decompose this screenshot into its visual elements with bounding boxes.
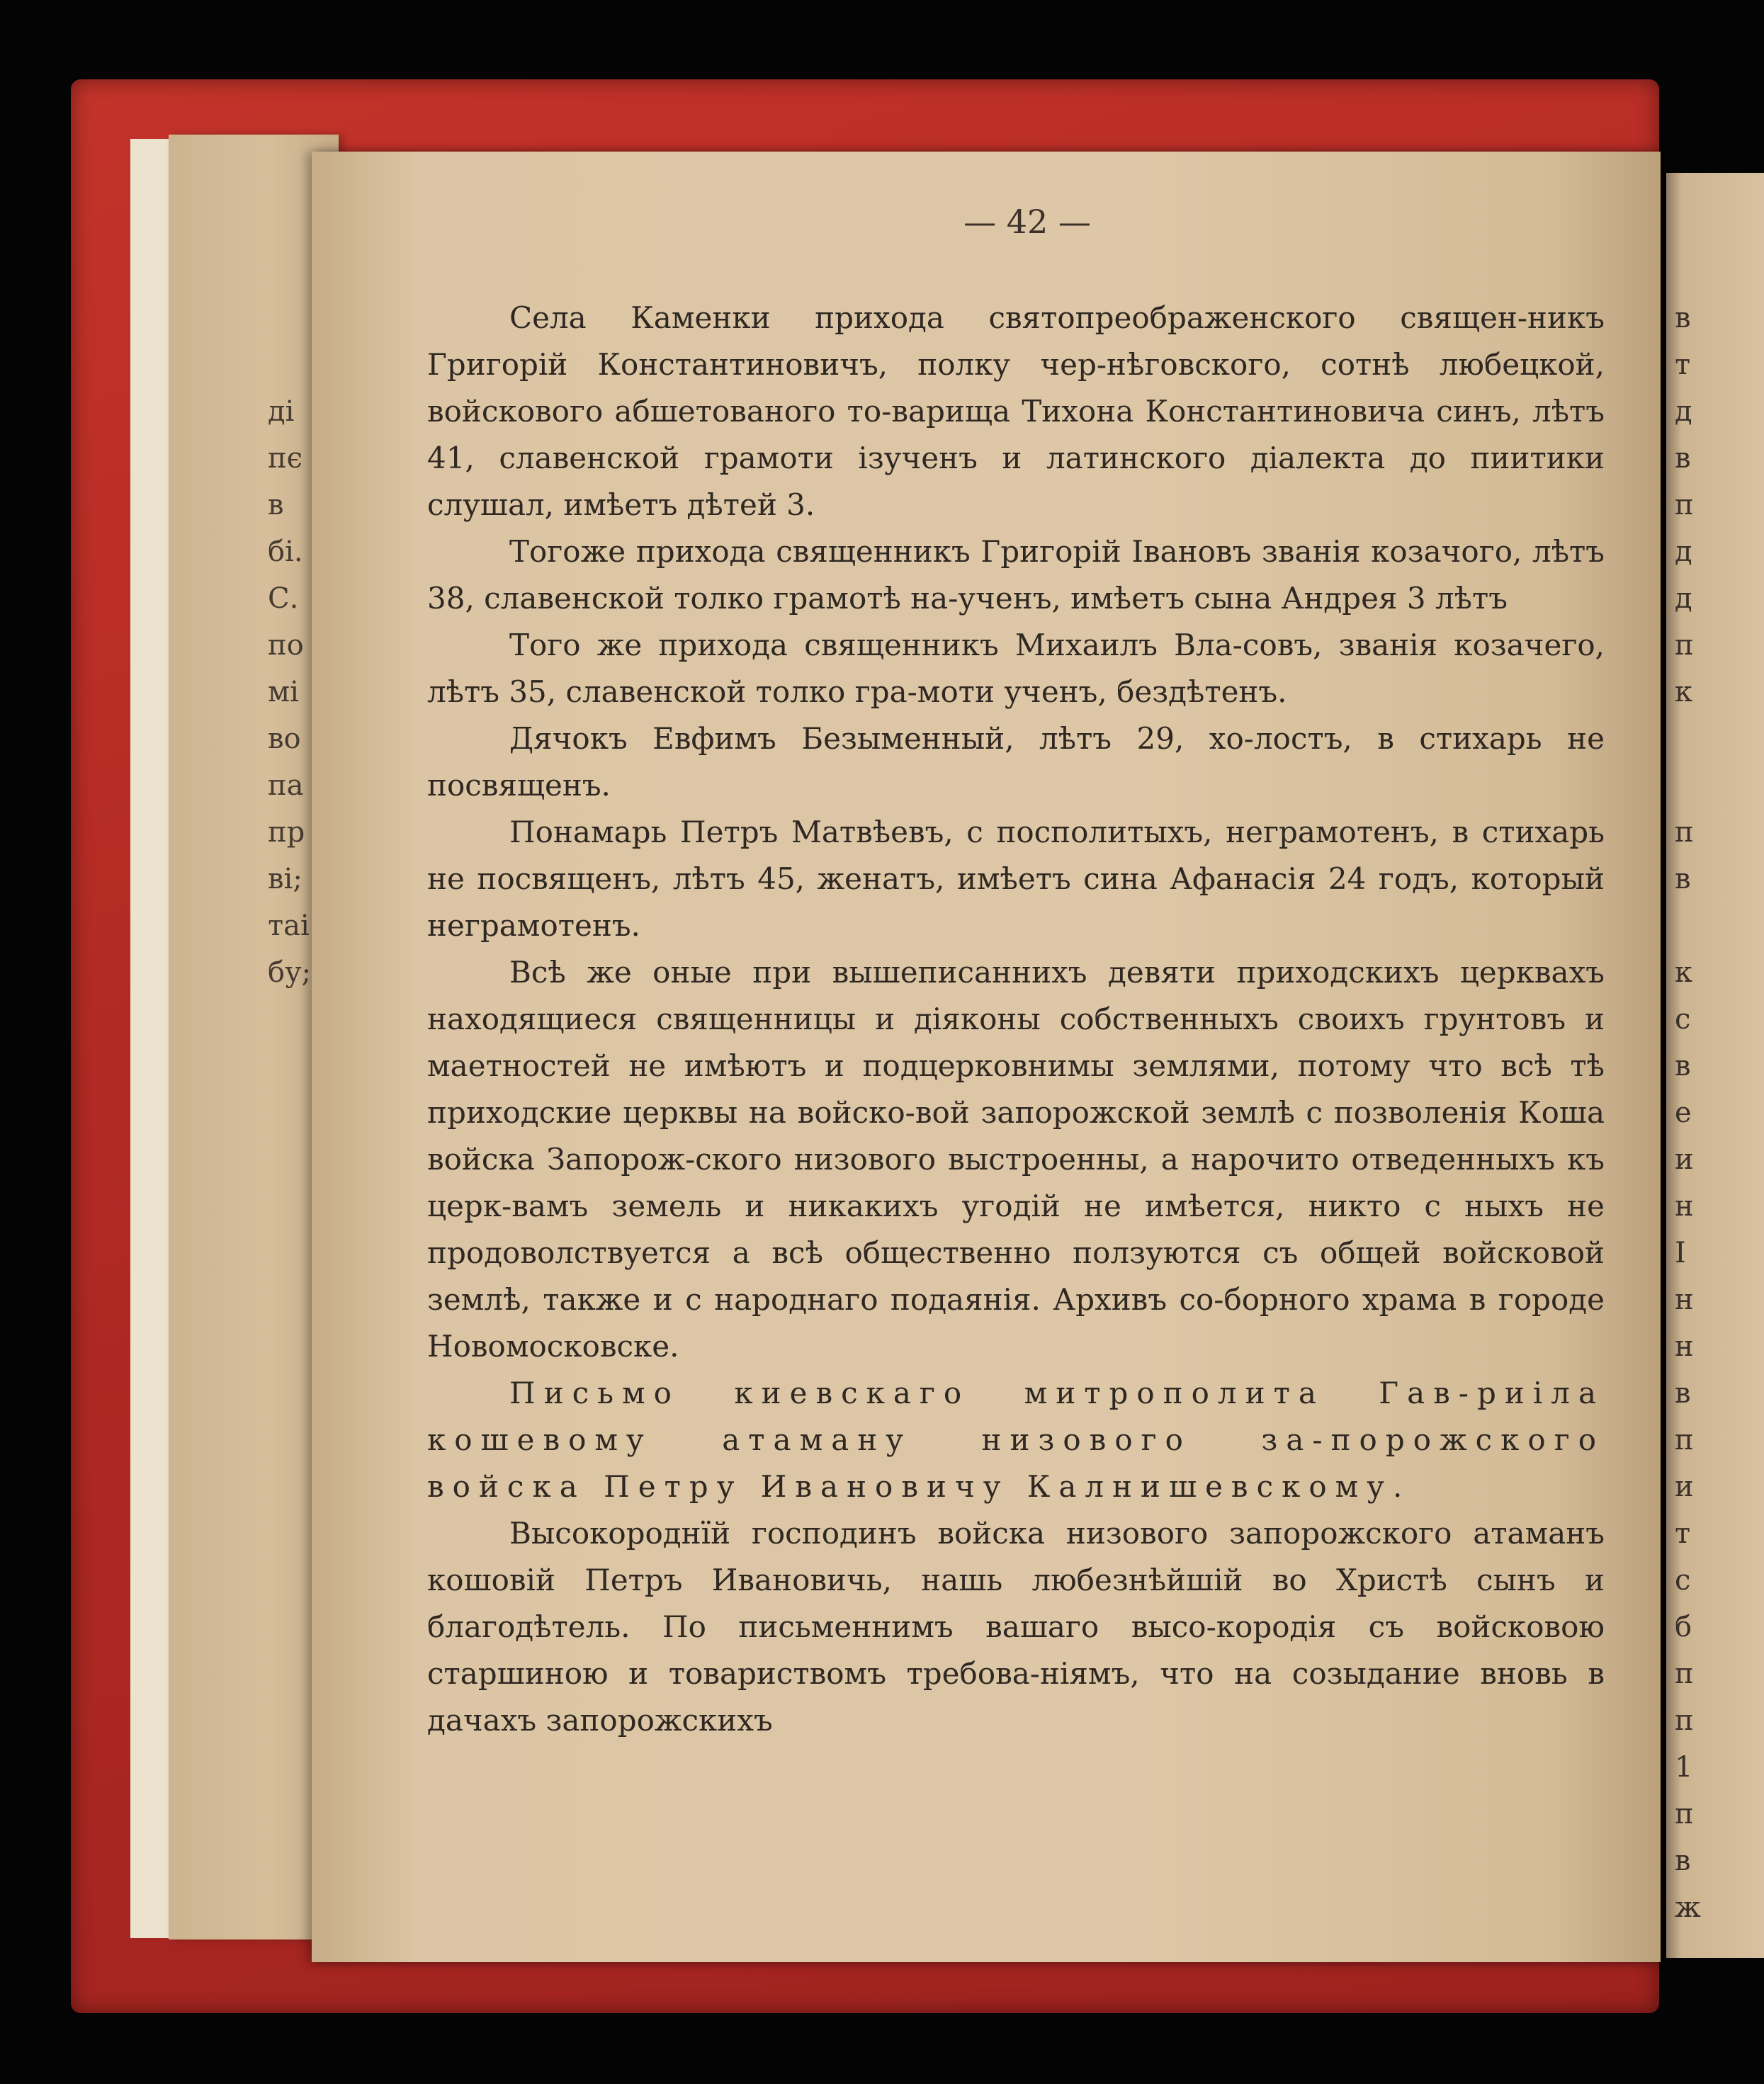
margin-fragment: н [1675,1190,1694,1223]
paragraph: Высокороднїй господинъ войска низового запорожского атаманъ кошовій Петръ Ивановичь, нашь любезнѣйшій во Христѣ сынъ и благодѣтель. По письменнимъ вашаго высо-кородія съ войсковою старшиною и товариствомъ требова-ніямъ, что на созыдание вновь в дачахъ запорожскихъ [427,1516,1605,1738]
margin-fragment: ж [1675,1891,1701,1924]
margin-fragment: д [1675,536,1692,568]
margin-fragment: п [1675,489,1694,521]
margin-fragment: п [1675,816,1694,849]
next-page-edge [1666,173,1764,1958]
margin-fragment: д [1675,395,1692,428]
margin-fragment: в [1675,302,1691,334]
margin-fragment: в [1675,1377,1691,1410]
margin-fragment: п [1675,1424,1694,1456]
margin-fragment: к [1675,956,1692,989]
margin-fragment: н [1675,1284,1694,1316]
margin-fragment: таі [268,910,310,942]
margin-fragment: в [268,489,284,521]
margin-fragment: т [1675,349,1691,381]
paragraph: Того же прихода священникъ Михаилъ Вла-совъ, званія козачего, лѣтъ 35, славенской толко гра-моти ученъ, бездѣтенъ. [427,628,1605,709]
margin-fragment: в [1675,1050,1691,1082]
margin-fragment: с [1675,1564,1691,1597]
margin-fragment: І [1675,1237,1686,1269]
margin-fragment: п [1675,1798,1694,1830]
page-number: — 42 — [963,203,1091,241]
paragraph: Всѣ же оные при вышеписаннихъ девяти приходскихъ церквахъ находящиеся священницы и діяконы собственныхъ своихъ грунтовъ и маетностей не имѣютъ и подцерковнимы землями, потому что всѣ тѣ приходские церквы на войско-вой запорожской землѣ с позволенія Коша войска Запорож-ского низового выстроенны, а нарочито отведенныхъ къ церк-вамъ земель и никакихъ угодій не имѣется, никто с ныхъ не продоволствуется а всѣ общественно ползуются съ общей войсковой землѣ, также и с народнаго подаянія. Архивъ со-борного храма в городе Новомосковске. [427,955,1605,1364]
margin-fragment: в [1675,863,1691,895]
margin-fragment [1675,715,1753,762]
margin-fragment: и [1675,1143,1694,1176]
margin-fragment: в [1675,1845,1691,1877]
margin-fragment: пр [268,816,305,849]
margin-fragment: е [1675,1097,1692,1129]
margin-fragment: п [1675,1658,1694,1690]
margin-fragment: ві; [268,863,303,895]
margin-fragment [1675,762,1753,809]
margin-fragment: д [1675,582,1692,615]
paragraph: Дячокъ Евфимъ Безыменный, лѣтъ 29, хо-лостъ, в стихарь не посвященъ. [427,721,1605,803]
margin-fragment: к [1675,676,1692,708]
margin-fragment [1675,902,1753,949]
margin-fragment: мі [268,676,299,708]
margin-fragment: н [1675,1330,1694,1363]
margin-fragment: с [1675,1003,1691,1036]
paragraph: Понамарь Петръ Матвѣевъ, с посполитыхъ, неграмотенъ, в стихарь не посвященъ, лѣтъ 45, женатъ, имѣетъ сина Афанасія 24 годъ, который неграмотенъ. [427,815,1605,943]
margin-fragment: и [1675,1471,1694,1503]
margin-fragment: в [1675,442,1691,475]
margin-fragment: ді [268,395,295,428]
paragraph: Села Каменки прихода святопреображенского священ-никъ Григорій Константиновичъ, полку чер-нѣговского, сотнѣ любецкой, войскового абшетованого то-варища Тихона Константиновича синъ, лѣтъ 41, славенской грамоти ізученъ и латинского діалекта до пиитики слушал, имѣетъ дѣтей 3. [427,300,1605,522]
margin-fragment: 1 [1675,1751,1693,1784]
margin-fragment: по [268,629,304,662]
margin-fragment: п [1675,629,1694,662]
page-body-text [427,295,1605,1744]
margin-fragment: бі. [268,536,303,568]
margin-fragment: во [268,723,301,755]
margin-fragment: бу; [268,956,312,989]
next-page-text-fragments [1675,295,1753,1931]
letter-heading: Письмо киевскаго митрополита Гав-риіла кошевому атаману низового за-порожского войска Петру Ивановичу Калнишевскому. [427,1376,1605,1504]
margin-fragment: С. [268,582,299,615]
margin-fragment: пє [268,442,303,475]
margin-fragment: па [268,769,304,802]
paragraph: Тогоже прихода священникъ Григорій Івановъ званія козачого, лѣтъ 38, славенской толко грамотѣ на-ученъ, имѣетъ сына Андрея 3 лѣтъ [427,534,1605,616]
margin-fragment: п [1675,1704,1694,1737]
margin-fragment: т [1675,1517,1691,1550]
margin-fragment: б [1675,1611,1692,1643]
